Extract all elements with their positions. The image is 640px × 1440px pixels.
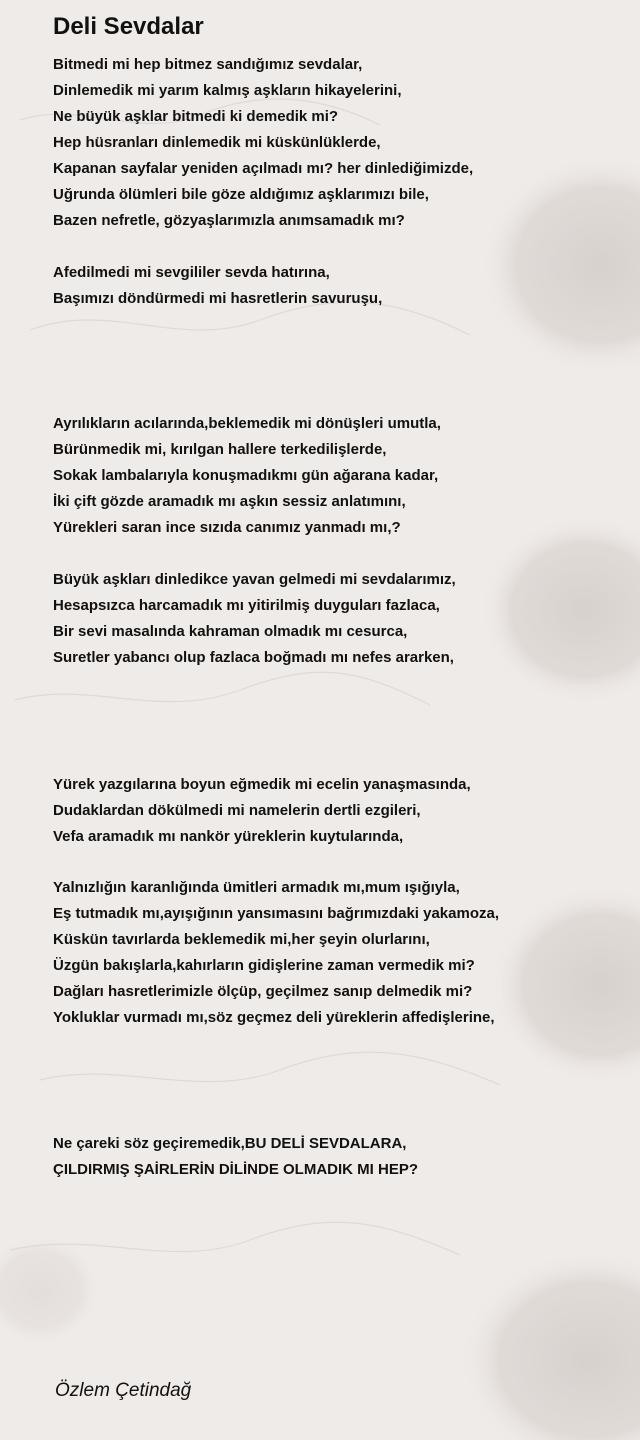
poem-line: Kapanan sayfalar yeniden açılmadı mı? her dinlediğimizde, [53, 160, 474, 177]
poem-line: Yokluklar vurmadı mı,söz geçmez deli yüreklerin affedişlerine, [53, 1009, 495, 1026]
stanza-5 [53, 772, 471, 850]
poem-line: İki çift gözde aramadık mı aşkın sessiz anlatımını, [53, 493, 406, 510]
stanza-4 [53, 567, 456, 671]
poem-line: Dudaklardan dökülmedi mi namelerin dertli ezgileri, [53, 802, 421, 819]
poem-line: Afedilmedi mi sevgililer sevda hatırına, [53, 264, 330, 281]
poem-line: Hesapsızca harcamadık mı yitirilmiş duyguları fazlaca, [53, 597, 440, 614]
poem-line: Yürekleri saran ince sızıda canımız yanmadı mı,? [53, 519, 401, 536]
poem-line: ÇILDIRMIŞ ŞAİRLERİN DİLİNDE OLMADIK MI HEP? [53, 1161, 418, 1178]
poem-line: Uğrunda ölümleri bile göze aldığımız aşklarımızı bile, [53, 186, 429, 203]
stanza-2 [53, 260, 382, 312]
poem-line: Bürünmedik mi, kırılgan hallere terkedilişlerde, [53, 441, 387, 458]
poem-line: Küskün tavırlarda beklemedik mi,her şeyin olurlarını, [53, 931, 430, 948]
poem-line: Ayrılıkların acılarında,beklemedik mi dönüşleri umutla, [53, 415, 441, 432]
poem-line: Hep hüsranları dinlemedik mi küskünlüklerde, [53, 134, 381, 151]
poem-line: Bazen nefretle, gözyaşlarımızla anımsamadık mı? [53, 212, 405, 229]
poem-line: Büyük aşkları dinledikce yavan gelmedi mi sevdalarımız, [53, 571, 456, 588]
poem-line: Üzgün bakışlarla,kahırların gidişlerine zaman vermedik mi? [53, 957, 475, 974]
poem-title: Deli Sevdalar [53, 13, 204, 40]
stanza-6 [53, 875, 499, 1031]
poem-line: Yalnızlığın karanlığında ümitleri armadık mı,mum ışığıyla, [53, 879, 460, 896]
poem-line: Yürek yazgılarına boyun eğmedik mi ecelin yanaşmasında, [53, 776, 471, 793]
stanza-7 [53, 1131, 418, 1183]
poem-line: Ne büyük aşklar bitmedi ki demedik mi? [53, 108, 339, 125]
poem-line: Ne çareki söz geçiremedik,BU DELİ SEVDALARA, [53, 1135, 407, 1152]
poem-line: Başımızı döndürmedi mi hasretlerin savuruşu, [53, 290, 383, 307]
poem-author: Özlem Çetindağ [55, 1380, 192, 1401]
poem-line: Suretler yabancı olup fazlaca boğmadı mı nefes ararken, [53, 649, 454, 666]
poem-line: Bir sevi masalında kahraman olmadık mı cesurca, [53, 623, 408, 640]
poem-line: Eş tutmadık mı,ayışığının yansımasını bağrımızdaki yakamoza, [53, 905, 499, 922]
poem-line: Sokak lambalarıyla konuşmadıkmı gün ağarana kadar, [53, 467, 439, 484]
poem-line: Bitmedi mi hep bitmez sandığımız sevdalar, [53, 56, 363, 73]
poem-line: Vefa aramadık mı nankör yüreklerin kuytularında, [53, 828, 404, 845]
stanza-3 [53, 411, 441, 541]
poem-line: Dinlemedik mi yarım kalmış aşkların hikayelerini, [53, 82, 402, 99]
stanza-1 [53, 52, 473, 234]
poem-line: Dağları hasretlerimizle ölçüp, geçilmez sanıp delmedik mi? [53, 983, 473, 1000]
